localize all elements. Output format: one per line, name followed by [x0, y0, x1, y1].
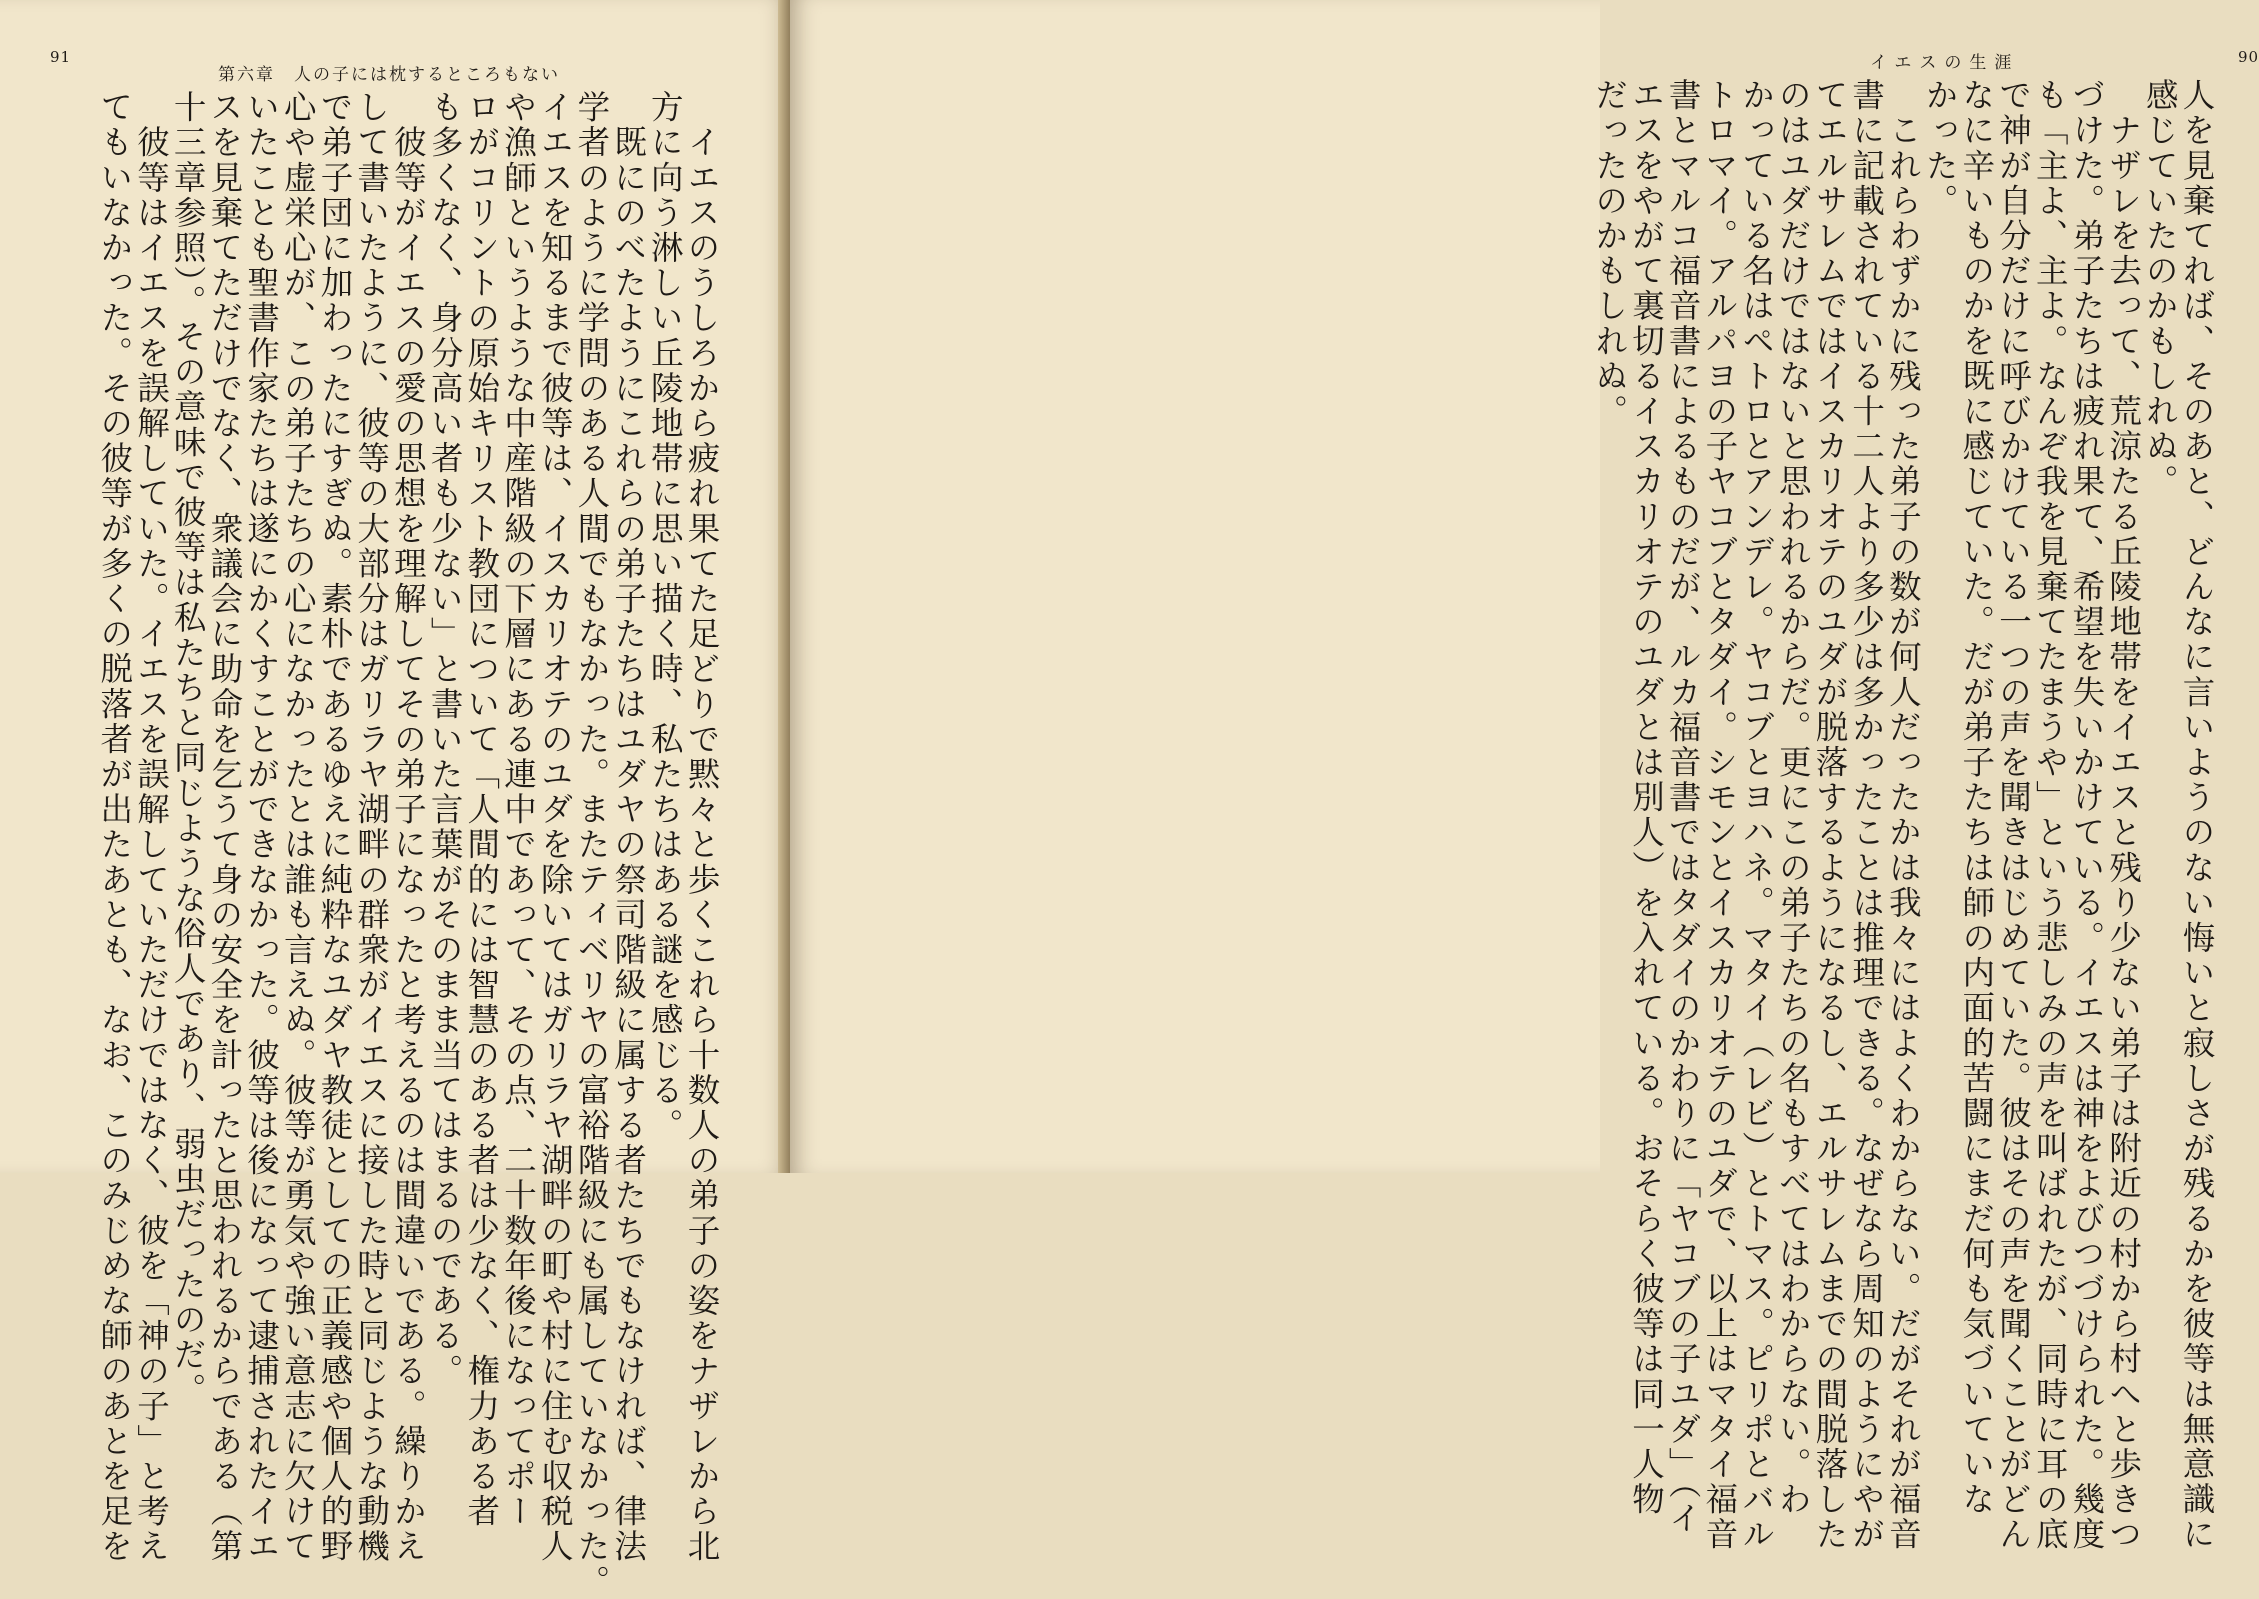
text-line: てエルサレムではイスカリオテのユダが脱落するようになるし、エルサレムまでの間脱落した: [1810, 78, 1849, 1553]
text-line: イエスを知るまで彼等は、イスカリオテのユダを除いてはガリラヤ湖畔の町や村に住む収税人: [536, 90, 575, 1565]
running-head: イエスの生涯: [1870, 53, 2020, 73]
text-line: スを見棄てただけでなく、衆議会に助命を乞うて身の安全を計ったと思われるからである（第: [205, 90, 244, 1565]
text-line: てもいなかった。その彼等が多くの脱落者が出たあとも、なお、このみじめな師のあとを足を: [95, 90, 134, 1565]
text-line: ナザレを去って、荒涼たる丘陵地帯をイエスと残り少ない弟子は附近の村から村へと歩きつ: [2104, 78, 2143, 1553]
text-line: 学者のように学問のある人間でもなかった。またティベリヤの富裕階級にも属していなかった。: [572, 90, 611, 1599]
page-number: 91: [50, 48, 72, 66]
text-line: トロマイ。アルパヨの子ヤコブとタダイ。シモンとイスカリオテのユダで、以上はマタイ福音: [1700, 78, 1739, 1553]
text-line: 既にのべたようにこれらの弟子たちはユダヤの祭司階級に属する者たちでもなければ、律法: [609, 90, 648, 1565]
text-line: 書とマルコ福音書によるものだが、ルカ福音書ではタダイのかわりに「ヤコブの子ユダ」（イ: [1664, 78, 1703, 1536]
text-line: 方に向う淋しい丘陵地帯に思い描く時、私たちはある謎を感じる。: [646, 90, 685, 1143]
text-line: かっている名はペトロとアンデレ。ヤコブとヨハネ。マタイ（レビ）とトマス。ピリポとバル: [1737, 78, 1776, 1553]
text-line: で弟子団に加わったにすぎぬ。素朴であるゆえに純粋なユダヤ教徒としての正義感や個人的野: [315, 90, 354, 1565]
text-line: 人を見棄てれば、そのあと、どんなに言いようのない悔いと寂しさが残るかを彼等は無意識に: [2178, 78, 2216, 1553]
text-line: なに辛いものかを既に感じていた。だが弟子たちは師の内面的苦闘にまだ何も気づいていな: [1957, 78, 1996, 1518]
text-line: で神が自分だけに呼びかけている一つの声を聞きはじめていた。彼はその声を聞くことがどん: [1994, 78, 2033, 1553]
text-line: も多くなく、身分高い者も少ない」と書いた言葉がそのまま当てはまるのである。: [426, 90, 465, 1389]
page-number: 90: [2238, 48, 2259, 66]
body-text: [20, 90, 721, 1599]
text-line: いたことも聖書作家たちは遂にかくすことができなかった。彼等は後になって逮捕されたイエ: [242, 90, 281, 1565]
text-line: エスをやがて裏切るイスカリオテのユダとは別人）を入れている。おそらく彼等は同一人物: [1627, 78, 1666, 1518]
text-line: 書に記載されている十二人より多少は多かったことは推理できる。なぜなら周知のようにやが: [1847, 78, 1886, 1553]
text-line: のはユダだけではないと思われるからだ。更にこの弟子たちの名もすべてはわからない。わ: [1774, 78, 1813, 1518]
text-line: も「主よ、主よ。なんぞ我を見棄てたまうや」という悲しみの声を叫ばれたが、同時に耳の底: [2031, 78, 2070, 1553]
text-line: 彼等がイエスの愛の思想を理解してその弟子になったと考えるのは間違いである。繰りかえ: [389, 90, 428, 1565]
text-line: 感じていたのかもしれぬ。: [2141, 78, 2180, 500]
left-page: [0, 0, 790, 1599]
text-line: だったのかもしれぬ。: [1590, 78, 1629, 429]
text-line: かった。: [1921, 78, 1960, 219]
text-line: これらわずかに残った弟子の数が何人だったかは我々にはよくわからない。だがそれが福音: [1884, 78, 1923, 1553]
body-text: [1590, 78, 2216, 1553]
right-page: [790, 0, 2259, 1553]
text-line: して書いたように、彼等の大部分はガリラヤ湖畔の群衆がイエスに接した時と同じような動機: [352, 90, 391, 1565]
text-line: 彼等はイエスを誤解していた。イエスを誤解していただけではなく、彼を「神の子」と考え: [132, 90, 171, 1565]
text-line: 十三章参照）。その意味で彼等は私たちと同じような俗人であり、弱虫だったのだ。: [169, 90, 208, 1408]
text-line: づけた。弟子たちは疲れ果て、希望を失いかけている。イエスは神をよびつづけられた。幾度: [2067, 78, 2106, 1553]
text-line: 心や虚栄心が、この弟子たちの心になかったとは誰も言えぬ。彼等が勇気や強い意志に欠けて: [279, 90, 318, 1565]
text-line: イエスのうしろから疲れ果てた足どりで黙々と歩くこれら十数人の弟子の姿をナザレから北: [683, 90, 721, 1565]
text-line: や漁師というような中産階級の下層にある連中であって、その点、二十数年後になってポー: [499, 90, 538, 1530]
text-line: ロがコリントの原始キリスト教団について「人間的には智慧のある者は少なく、権力ある者: [462, 90, 501, 1530]
running-head: 第六章 人の子には枕するところもない: [218, 65, 560, 85]
